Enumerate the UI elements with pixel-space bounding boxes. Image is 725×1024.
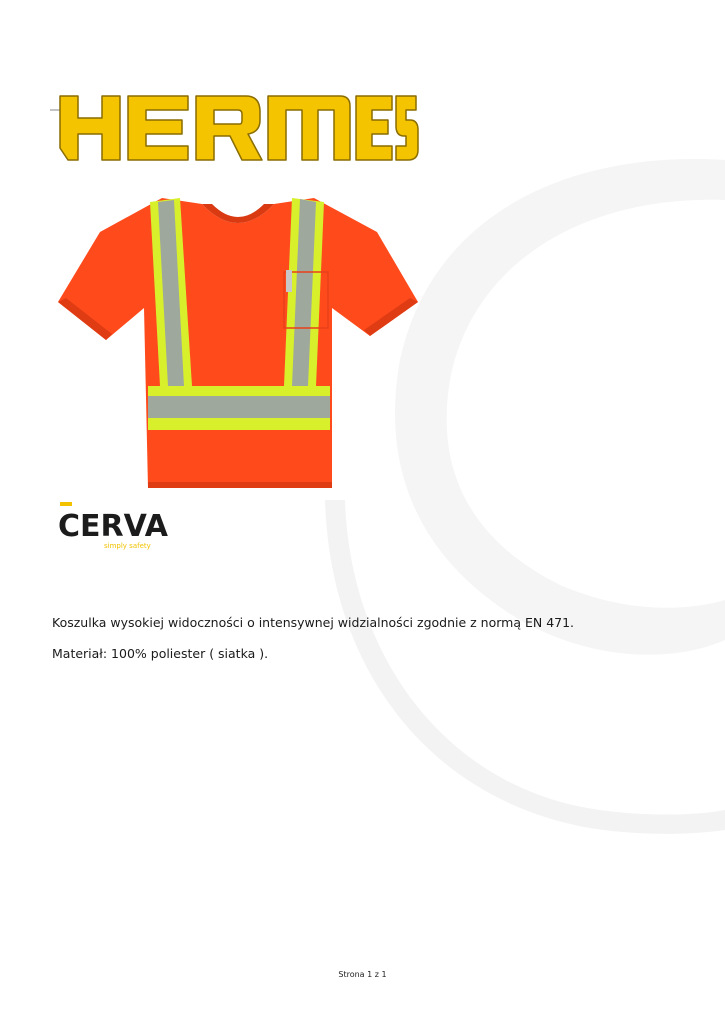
cerva-logo: [56, 500, 178, 552]
product-description: Koszulka wysokiej widoczności o intensywnej widzialności zgodnie z normą EN 471.: [52, 615, 575, 630]
svg-text:CERVA: CERVA: [58, 509, 169, 544]
product-material: Materiał: 100% poliester ( siatka ).: [52, 646, 269, 661]
hermes-logo: [50, 88, 420, 170]
high-visibility-tshirt-icon: [52, 190, 424, 495]
page-number: Strona 1 z 1: [338, 970, 387, 979]
svg-text:simply safety: simply safety: [104, 542, 151, 550]
page-footer: [0, 970, 725, 979]
